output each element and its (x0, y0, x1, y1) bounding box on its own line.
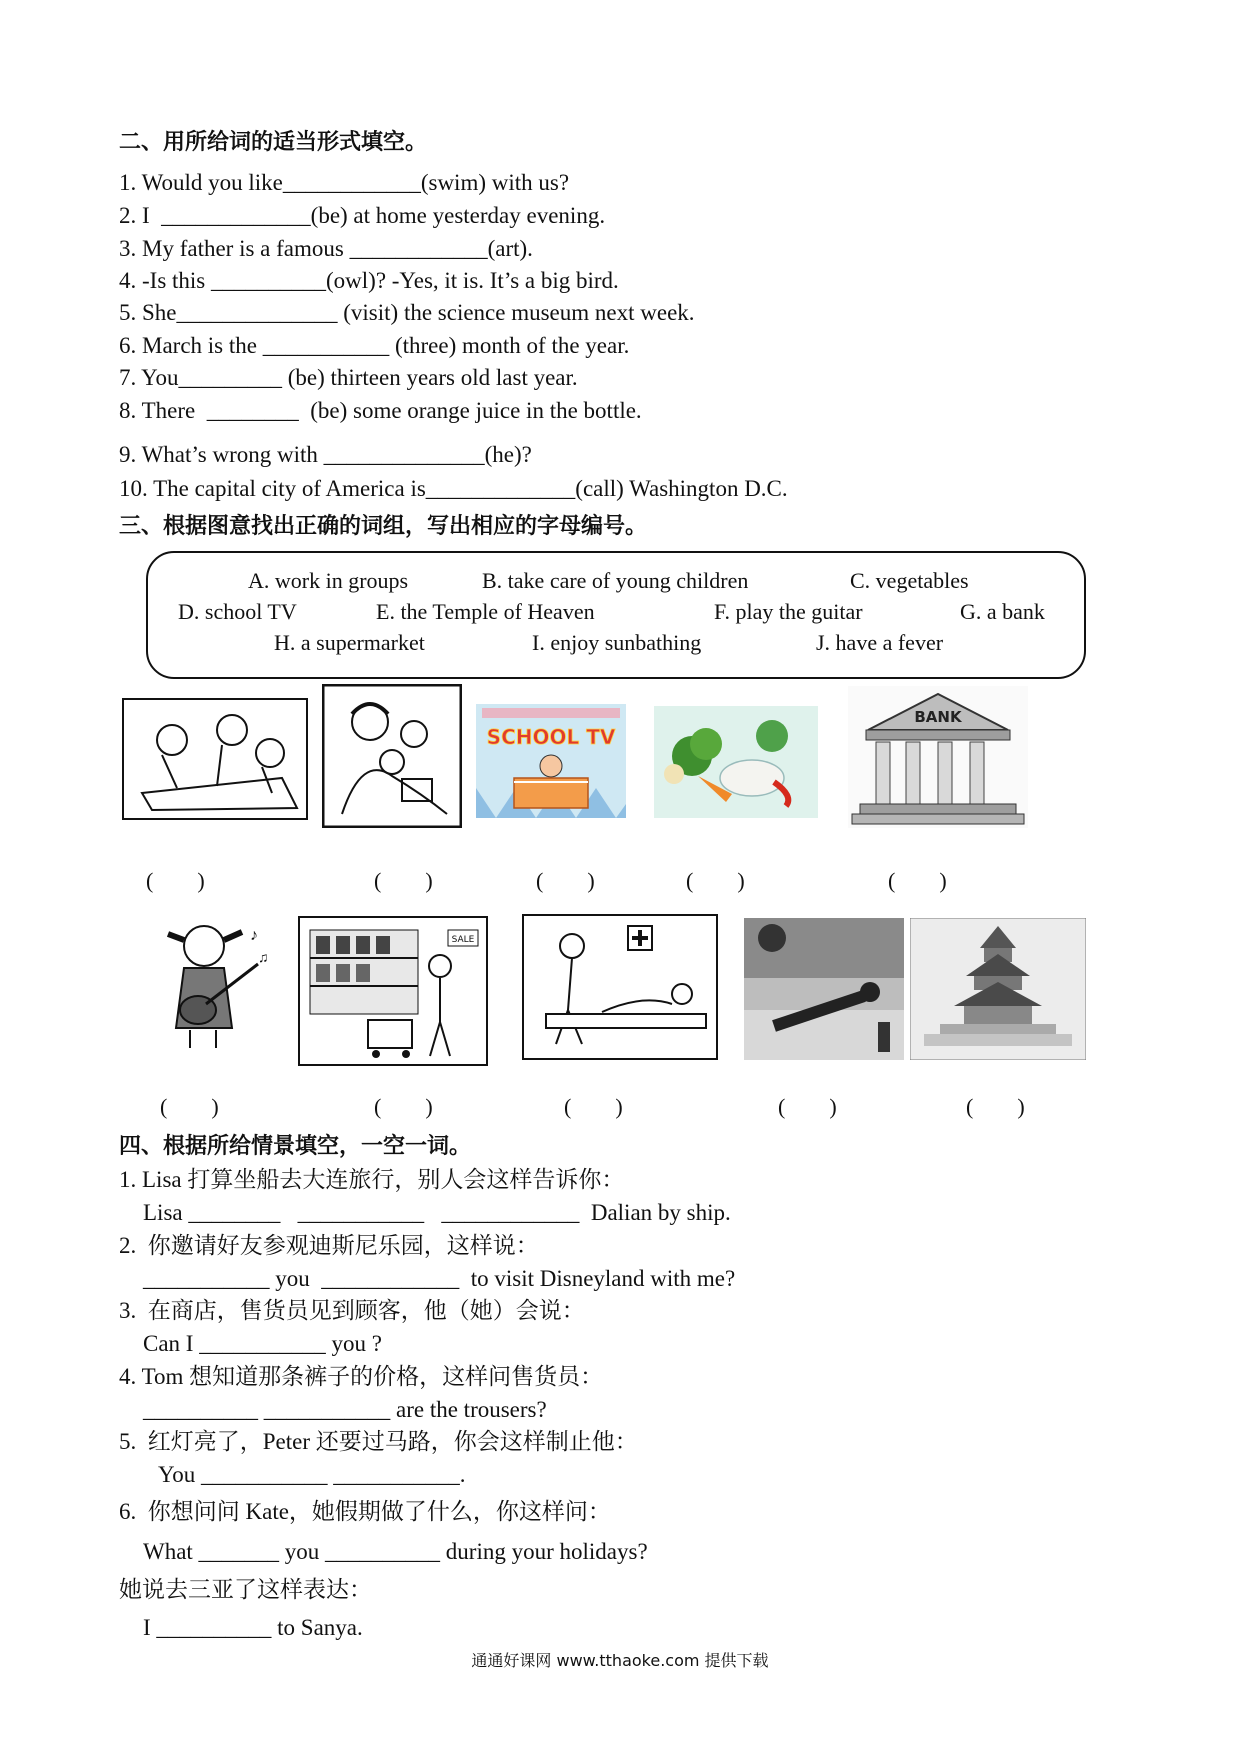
take-care-of-children-picture (322, 684, 462, 828)
option-i: I. enjoy sunbathing (532, 630, 702, 655)
sunbathing-picture (744, 918, 904, 1060)
exercise-item-2: 2. I _____________(be) at home yesterday evening. (119, 203, 606, 228)
option-h: H. a supermarket (274, 630, 425, 655)
exercise-item-3: 3. My father is a famous ____________(art). (119, 236, 533, 261)
page-footer: 通通好课网 www.tthaoke.com 提供下载 (471, 1651, 769, 1670)
answer-blank-3[interactable]: ( ) (536, 868, 595, 893)
answer-blank-7[interactable]: ( ) (374, 1094, 433, 1119)
exercise-item-5: 5. She______________ (visit) the science museum next week. (119, 300, 695, 325)
vegetables-picture (654, 706, 818, 818)
exercise-item-1: 1. Would you like____________(swim) with us? (119, 170, 570, 195)
school-tv-picture (476, 704, 626, 818)
exercise-item-8: 8. There ________ (be) some orange juice in the bottle. (119, 398, 642, 423)
exercise-item-4: 4. -Is this __________(owl)? -Yes, it is. It’s a big bird. (119, 268, 619, 293)
option-g: G. a bank (960, 599, 1045, 624)
option-f: F. play the guitar (714, 599, 863, 624)
work-in-groups-picture (122, 698, 308, 820)
situation-6-followup: 她说去三亚了这样表达： (119, 1577, 372, 1602)
option-e: E. the Temple of Heaven (376, 599, 595, 624)
answer-blank-1[interactable]: ( ) (146, 868, 205, 893)
section2-heading: 二、用所给词的适当形式填空。 (119, 130, 428, 155)
exercise-item-9: 9. What’s wrong with ______________(he)? (119, 442, 532, 467)
answer-blank-4[interactable]: ( ) (686, 868, 745, 893)
situation-5-answer: You ___________ ___________. (158, 1462, 466, 1487)
bank-sign: BANK (914, 708, 962, 726)
school-tv-sign: SCHOOL TV (486, 725, 616, 749)
bank-picture (848, 686, 1028, 828)
exercise-item-10: 10. The capital city of America is_____________(call) Washington D.C. (119, 476, 788, 501)
situation-5-prompt: 5. 红灯亮了，Peter 还要过马路，你会这样制止他： (119, 1429, 638, 1454)
situation-1-prompt: 1. Lisa 打算坐船去大连旅行，别人会这样告诉你： (119, 1167, 625, 1192)
temple-of-heaven-picture (910, 918, 1086, 1060)
answer-blank-8[interactable]: ( ) (564, 1094, 623, 1119)
answer-blank-5[interactable]: ( ) (888, 868, 947, 893)
answer-blank-2[interactable]: ( ) (374, 868, 433, 893)
answer-blank-9[interactable]: ( ) (778, 1094, 837, 1119)
section4-heading: 四、根据所给情景填空，一空一词。 (119, 1134, 472, 1159)
svg-text:♫: ♫ (258, 951, 269, 966)
have-fever-picture (522, 914, 718, 1060)
option-c: C. vegetables (850, 568, 969, 593)
answer-blank-10[interactable]: ( ) (966, 1094, 1025, 1119)
options-box (146, 551, 1086, 679)
sale-sign: SALE (451, 935, 475, 945)
situation-6-answer: What _______ you __________ during your holidays? (143, 1539, 648, 1564)
situation-2-prompt: 2. 你邀请好友参观迪斯尼乐园，这样说： (119, 1233, 539, 1258)
situation-6-prompt: 6. 你想问问 Kate，她假期做了什么，你这样问： (119, 1499, 611, 1524)
exercise-item-7: 7. You_________ (be) thirteen years old last year. (119, 365, 578, 390)
situation-4-prompt: 4. Tom 想知道那条裤子的价格，这样问售货员： (119, 1364, 604, 1389)
situation-4-answer: __________ ___________ are the trousers? (143, 1397, 547, 1422)
option-a: A. work in groups (248, 568, 409, 593)
section3-heading: 三、根据图意找出正确的词组，写出相应的字母编号。 (119, 514, 648, 539)
option-b: B. take care of young children (482, 568, 749, 593)
supermarket-picture (298, 916, 488, 1066)
option-d: D. school TV (178, 599, 297, 624)
svg-text:♪: ♪ (250, 927, 258, 944)
play-guitar-picture (146, 918, 276, 1052)
exercise-item-6: 6. March is the ___________ (three) month of the year. (119, 333, 630, 358)
situation-1-answer: Lisa ________ ___________ ____________ Dalian by ship. (143, 1200, 731, 1225)
situation-3-answer: Can I ___________ you ? (143, 1331, 382, 1356)
situation-3-prompt: 3. 在商店，售货员见到顾客，他（她）会说： (119, 1298, 585, 1323)
situation-6-followup-answer: I __________ to Sanya. (143, 1615, 363, 1640)
answer-blank-6[interactable]: ( ) (160, 1094, 219, 1119)
option-j: J. have a fever (816, 630, 944, 655)
situation-2-answer: ___________ you ____________ to visit Disneyland with me? (143, 1266, 736, 1291)
